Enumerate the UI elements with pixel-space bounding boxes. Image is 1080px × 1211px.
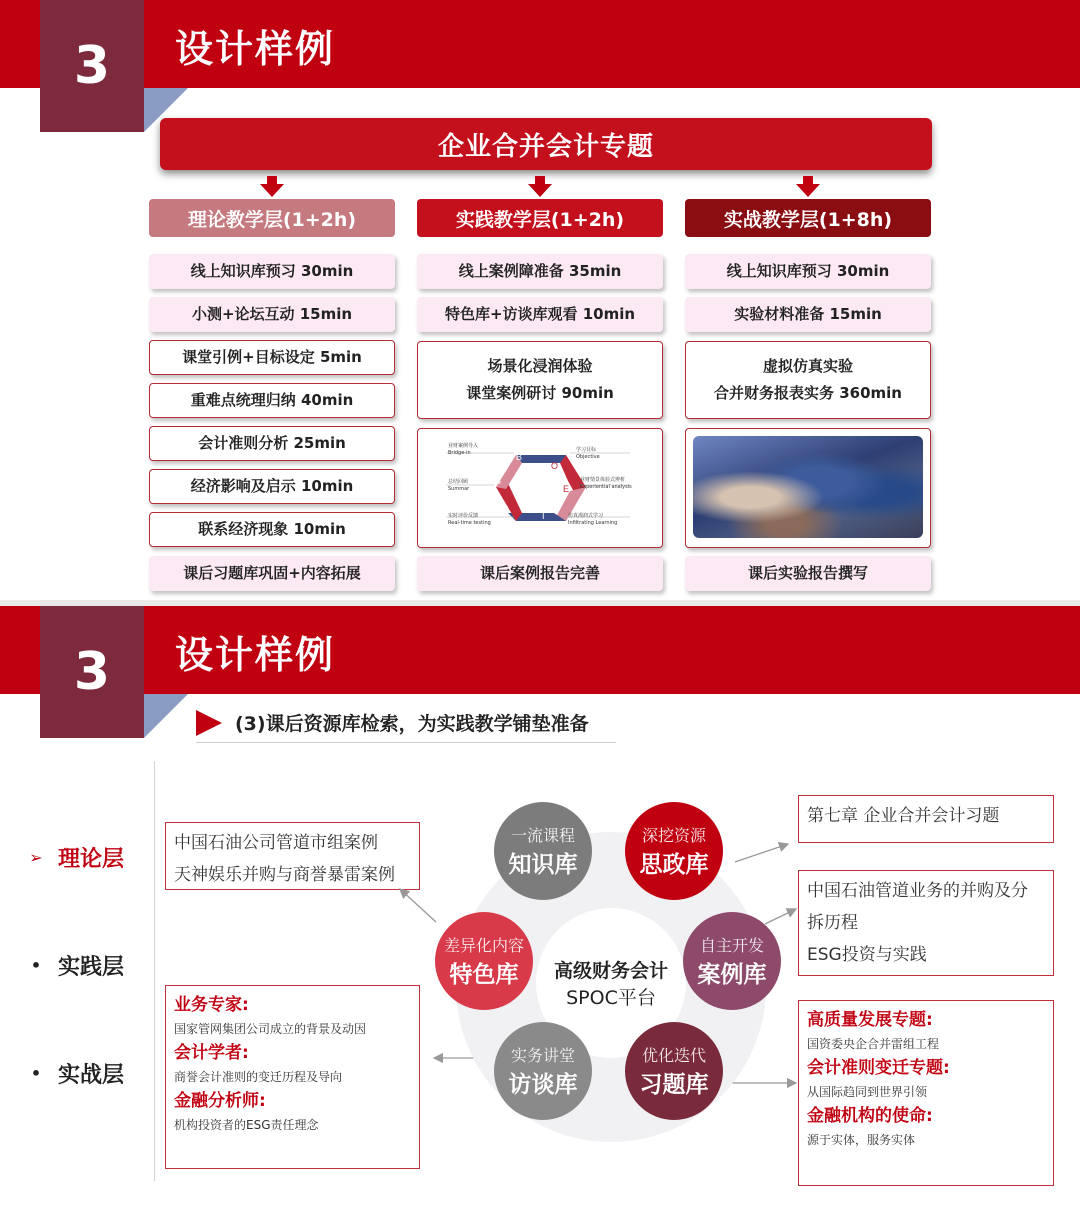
connector-arrow [735, 844, 788, 862]
combat-item: 实验材料准备 15min [685, 297, 931, 332]
connector-arrow [765, 909, 796, 924]
connector-arrow [400, 889, 436, 922]
layer-label: 实践层 [58, 955, 125, 980]
topic-banner: 企业合并会计专题 [160, 118, 932, 170]
theory-item: 联系经济现象 10min [149, 512, 395, 547]
theory-footer: 课后习题库巩固+内容拓展 [149, 556, 395, 591]
node-caption: 优化迭代 [641, 1046, 706, 1065]
node-caption: 深挖资源 [641, 826, 706, 845]
node-ideology-library [625, 802, 723, 900]
theory-item: 线上知识库预习 30min [149, 254, 395, 289]
diagram-label: 仿真漫润式学习 Infiltrating Learning [568, 513, 618, 526]
node-feature-library [435, 912, 533, 1010]
center-subtitle: SPOC平台 [566, 987, 656, 1009]
diagram-letter: E [563, 484, 570, 494]
diagram-label: 总结回顾 Summar [448, 479, 470, 492]
node-caption: 差异化内容 [443, 936, 524, 955]
column-header-practice: 实践教学层(1+2h) [417, 199, 663, 237]
theory-item: 经济影响及启示 10min [149, 469, 395, 504]
practice-item: 特色库+访谈库观看 10min [417, 297, 663, 332]
combat-block [685, 341, 931, 419]
bullet-icon: • [30, 1064, 42, 1083]
diagram-label: 实时评价反馈 Real-time testing [448, 513, 491, 526]
node-exercise-library [625, 1022, 723, 1120]
box-line: 拆历程 [807, 913, 858, 933]
theory-item: 小测+论坛互动 15min [149, 297, 395, 332]
box-heading: 业务专家: [174, 995, 249, 1015]
practice-block [417, 341, 663, 419]
section-number: 3 [40, 0, 144, 132]
node-knowledge-library [494, 802, 592, 900]
bullet-icon: • [30, 956, 42, 975]
diagram-letter: S [495, 476, 502, 486]
layer-label: 理论层 [58, 847, 125, 872]
node-label: 思政库 [639, 852, 709, 878]
diagram-label: 学习目标 Objective [576, 447, 600, 460]
theory-item: 重难点统理归纳 40min [149, 383, 395, 418]
practice-footer: 课后案例报告完善 [417, 556, 663, 591]
box-text: 商誉会计准则的变迁历程及导向 [174, 1070, 343, 1084]
combat-block-line: 虚拟仿真实验 [762, 357, 853, 375]
theory-item: 课堂引例+目标设定 5min [149, 340, 395, 375]
combat-block-line: 合并财务报表实务 360min [714, 384, 902, 402]
down-arrow-icon [260, 176, 284, 198]
combat-footer: 课后实验报告撰写 [685, 556, 931, 591]
node-label: 案例库 [697, 962, 767, 988]
center-title: 高级财务会计 [553, 960, 668, 982]
node-caption: 自主开发 [699, 936, 764, 955]
lab-photo-frame [685, 428, 931, 548]
theory-item: 会计准则分析 25min [149, 426, 395, 461]
boseir-diagram [417, 428, 663, 548]
diagram-label: 业财案例导入 Bridge-in [448, 443, 479, 456]
diagram-letter: I [542, 511, 545, 521]
node-interview-library [494, 1022, 592, 1120]
node-label: 习题库 [639, 1072, 709, 1098]
diagram-letter: B [516, 452, 523, 462]
box-text: 国家管网集团公司成立的背景及动因 [174, 1022, 367, 1036]
column-header-theory: 理论教学层(1+2h) [149, 199, 395, 237]
down-arrow-icon [796, 176, 820, 198]
header-bar [0, 0, 1080, 88]
box-text: 源于实体，服务实体 [807, 1133, 916, 1147]
box-heading: 金融机构的使命: [807, 1106, 933, 1126]
box-heading: 会计准则变迁专题: [807, 1058, 950, 1078]
box-heading: 金融分析师: [174, 1091, 266, 1111]
practice-block-line: 课堂案例研讨 90min [466, 384, 614, 402]
layer-label: 实战层 [58, 1063, 125, 1088]
subtitle: (3)课后资源库检索，为实践教学铺垫准备 [235, 713, 589, 735]
box-line: ESG投资与实践 [807, 945, 927, 965]
lab-photo [693, 436, 923, 538]
box-text: 机构投资者的ESG责任理念 [174, 1118, 319, 1132]
node-label: 访谈库 [508, 1072, 578, 1098]
node-case-library [683, 912, 781, 1010]
section-number: 3 [40, 606, 144, 738]
box-line: 天神娱乐并购与商誉暴雷案例 [174, 865, 395, 885]
node-caption: 一流课程 [510, 826, 575, 845]
combat-item: 线上知识库预习 30min [685, 254, 931, 289]
box-heading: 高质量发展专题: [807, 1010, 933, 1030]
diagram-letter: O [551, 461, 559, 471]
diagram-label: 业财情景体验式辨析 Experiential analysis [580, 477, 632, 490]
node-label: 特色库 [449, 962, 519, 988]
slide-2 [0, 606, 1080, 1211]
box-heading: 会计学者: [174, 1043, 249, 1063]
page-title: 设计样例 [175, 27, 336, 71]
box-text: 国资委央企合并雷组工程 [807, 1037, 940, 1051]
chevron-right-icon: ➢ [29, 848, 43, 867]
box-text: 从国际趋同到世界引领 [807, 1085, 928, 1099]
box-line: 第七章 企业合并会计习题 [807, 806, 1000, 826]
page-title: 设计样例 [175, 633, 336, 677]
node-label: 知识库 [508, 852, 578, 878]
down-arrow-icon [528, 176, 552, 198]
slide-1 [0, 0, 1080, 600]
practice-item: 线上案例障准备 35min [417, 254, 663, 289]
box-line: 中国石油公司管道市组案例 [174, 833, 378, 853]
box-line: 中国石油管道业务的并购及分 [807, 881, 1028, 901]
diagram-letter: R [502, 504, 509, 514]
node-caption: 实务讲堂 [510, 1046, 575, 1065]
practice-block-line: 场景化浸润体验 [487, 357, 593, 375]
column-header-combat: 实战教学层(1+8h) [685, 199, 931, 237]
